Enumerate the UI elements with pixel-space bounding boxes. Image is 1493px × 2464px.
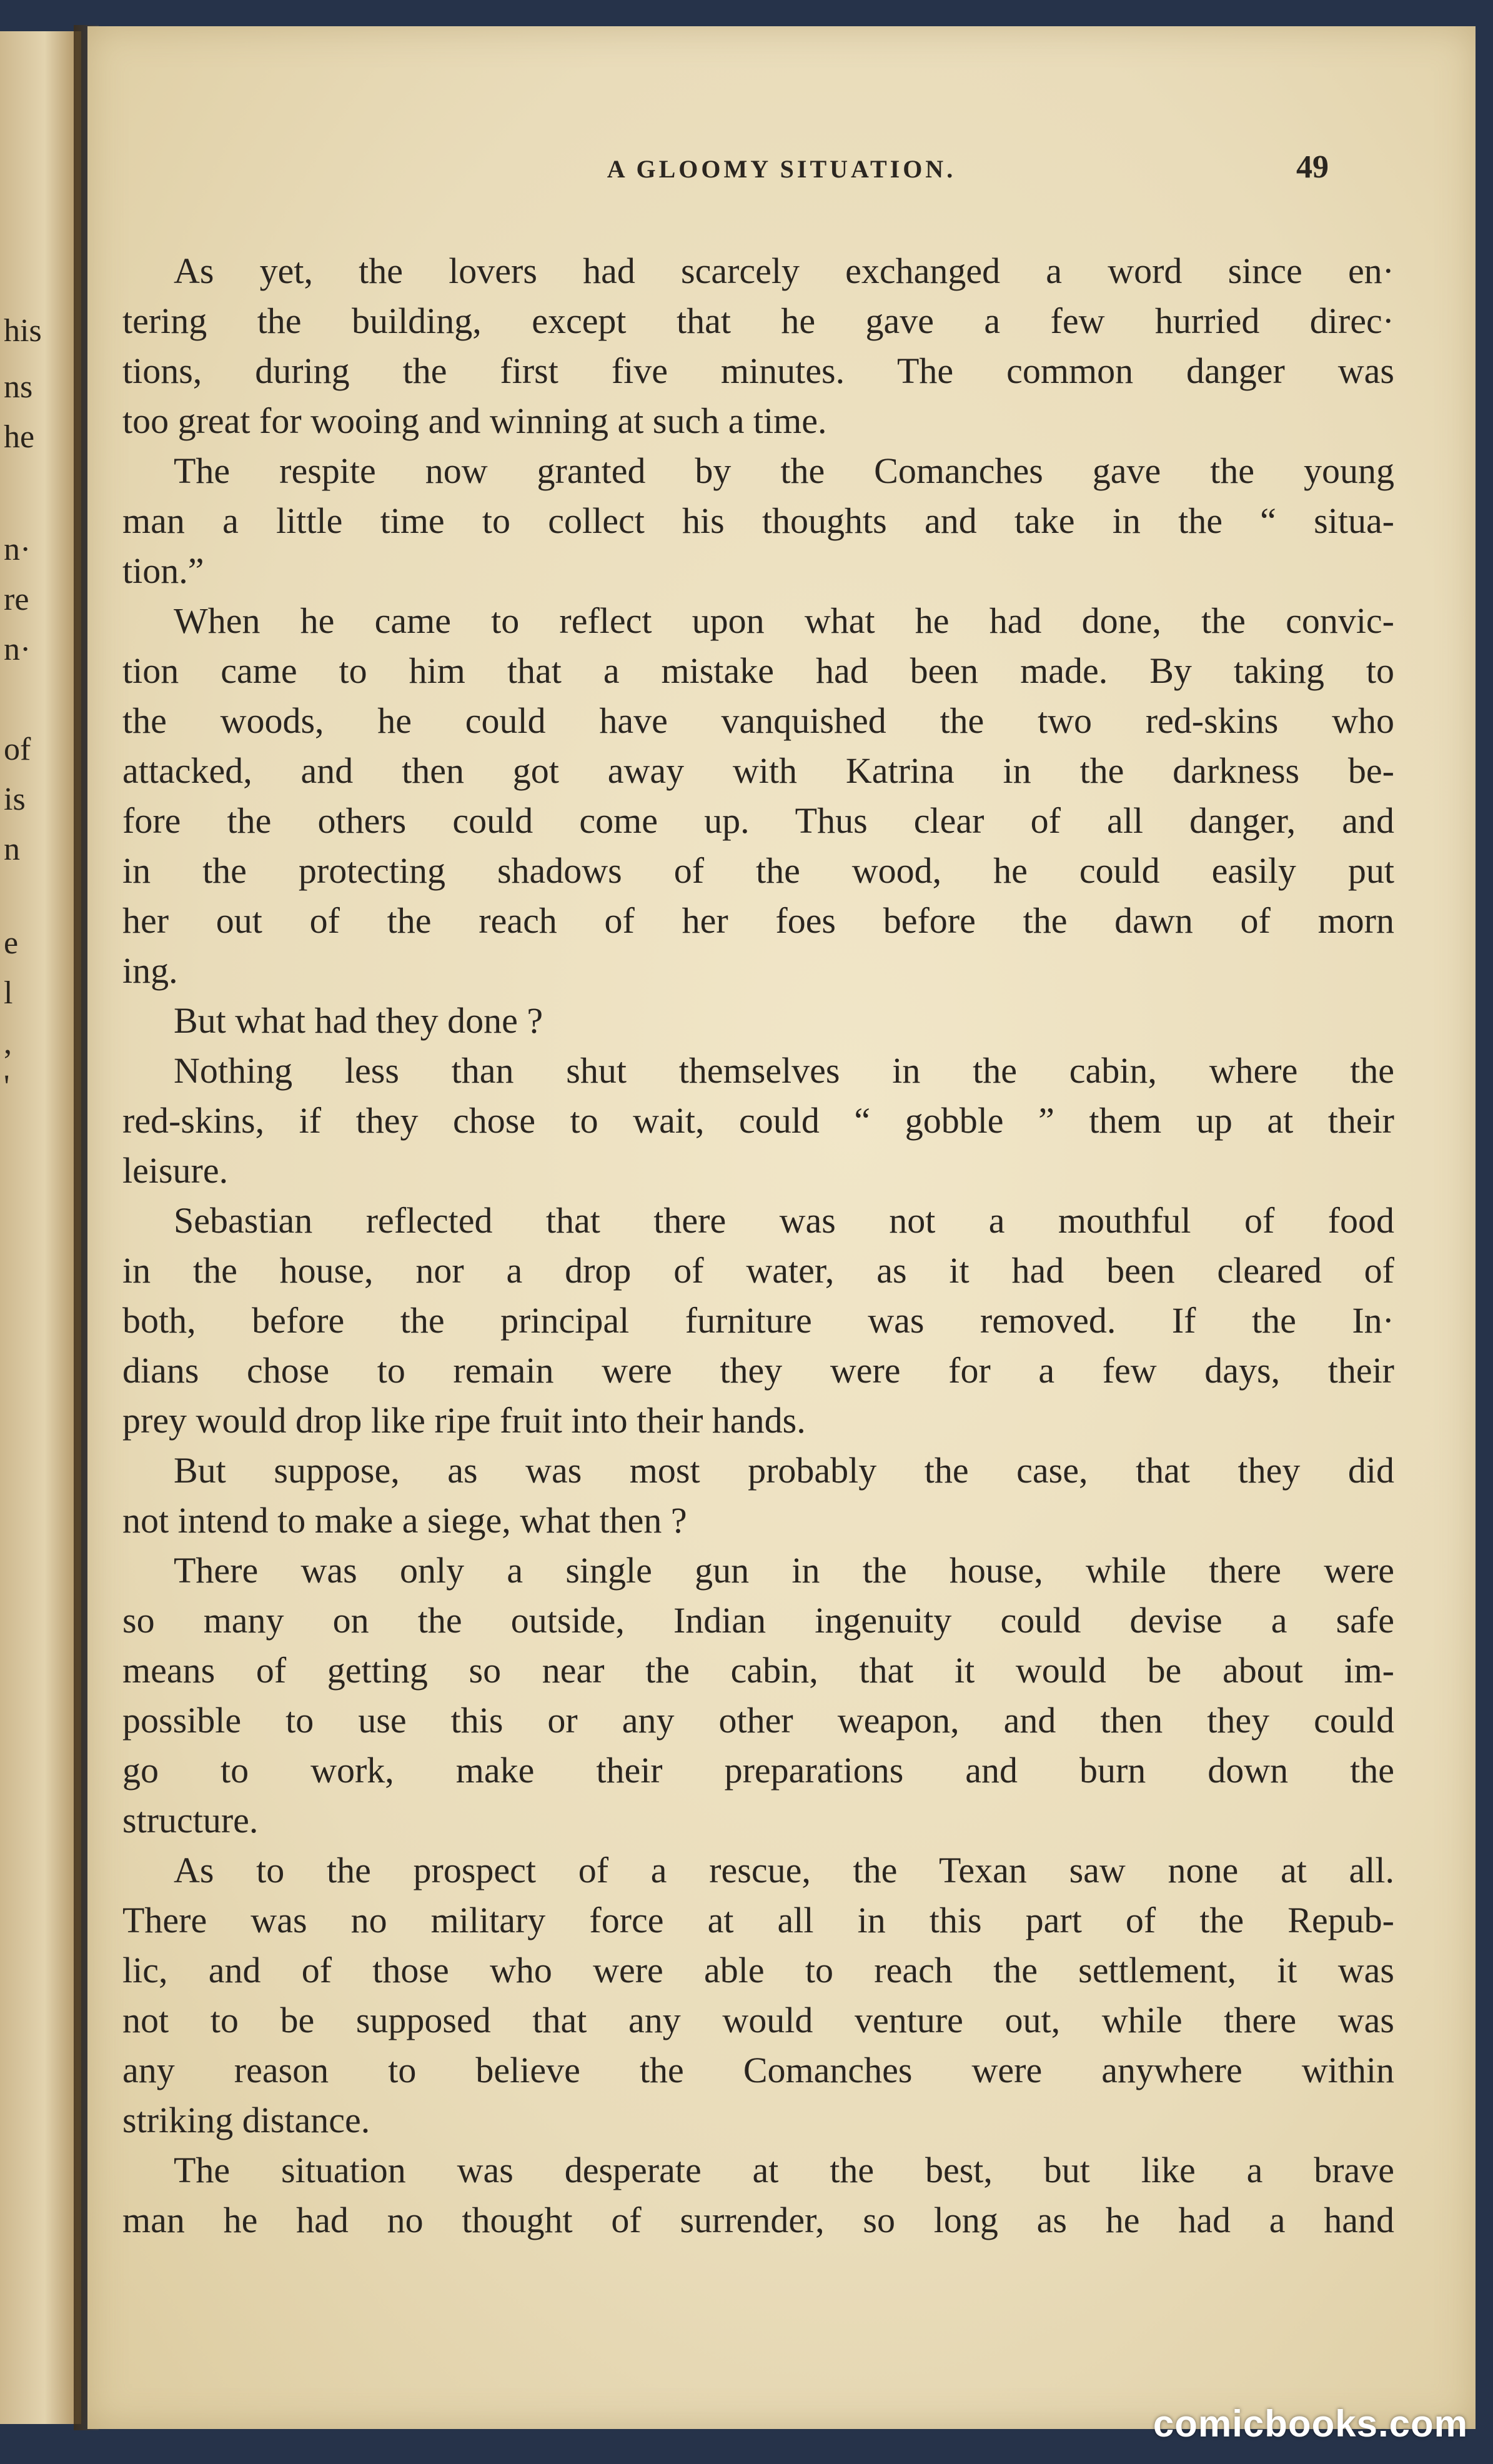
text-line: any reason to believe the Comanches were anywhere within <box>122 2050 1394 2090</box>
book-page <box>87 26 1476 2429</box>
text-line: tering the building, except that he gave a few hurried direc· <box>122 301 1394 341</box>
left-page-fragment: re <box>4 582 29 617</box>
text-line: in the protecting shadows of the wood, he could easily put <box>122 850 1394 891</box>
text-line: Sebastian reflected that there was not a mouthful of food <box>174 1200 1394 1241</box>
text-line: structure. <box>122 1800 259 1841</box>
left-page-fragment: of <box>4 732 31 767</box>
text-line: not to be supposed that any would venture out, while there was <box>122 2000 1394 2040</box>
text-line: the woods, he could have vanquished the two red-skins who <box>122 700 1394 741</box>
left-page-fragment: ' <box>4 1069 10 1105</box>
text-line: There was only a single gun in the house, while there were <box>174 1550 1394 1591</box>
text-line: As yet, the lovers had scarcely exchanged a word since en· <box>174 251 1394 291</box>
text-line: lic, and of those who were able to reach the settlement, it was <box>122 1950 1394 1990</box>
page-number: 49 <box>1296 149 1329 185</box>
left-page-fragment: n <box>4 832 20 867</box>
text-line: possible to use this or any other weapon, and then they could <box>122 1700 1394 1741</box>
text-line: tion.” <box>122 550 204 591</box>
left-page-fragment: ns <box>4 369 33 405</box>
text-line: means of getting so near the cabin, that it would be about im- <box>122 1650 1394 1691</box>
text-line: her out of the reach of her foes before the dawn of morn <box>122 900 1394 941</box>
left-page-fragment: is <box>4 782 26 817</box>
text-line: But what had they done ? <box>174 1000 543 1041</box>
text-line: fore the others could come up. Thus clear of all danger, and <box>122 800 1394 841</box>
text-line: ing. <box>122 950 178 991</box>
text-line: man a little time to collect his thoughts and take in the “ situa- <box>122 500 1394 541</box>
text-line: Nothing less than shut themselves in the cabin, where the <box>174 1050 1394 1091</box>
left-facing-page <box>0 31 81 2424</box>
watermark: comicbooks.com <box>1153 2403 1468 2445</box>
text-line: tion came to him that a mistake had been made. By taking to <box>122 650 1394 691</box>
text-line: tions, during the first five minutes. The common danger was <box>122 350 1394 391</box>
running-head: A GLOOMY SITUATION. <box>607 155 956 183</box>
text-line: The respite now granted by the Comanches gave the young <box>174 450 1394 491</box>
text-line: too great for wooing and winning at such a time. <box>122 400 827 441</box>
text-line: dians chose to remain were they were for a few days, their <box>122 1350 1394 1391</box>
left-page-fragment: l <box>4 975 13 1011</box>
left-page-fragment: his <box>4 313 42 349</box>
text-line: striking distance. <box>122 2100 370 2140</box>
left-page-fragment: he <box>4 419 35 455</box>
body-text <box>122 246 1394 2245</box>
text-line: attacked, and then got away with Katrina in the darkness be- <box>122 750 1394 791</box>
text-line: not intend to make a siege, what then ? <box>122 1500 687 1541</box>
left-page-fragment: n· <box>4 532 31 567</box>
text-line: red-skins, if they chose to wait, could “ gobble ” them up at their <box>122 1100 1394 1141</box>
text-line: But suppose, as was most probably the case, that they did <box>174 1450 1394 1491</box>
text-line: man he had no thought of surrender, so long as he had a hand <box>122 2200 1394 2240</box>
text-line: When he came to reflect upon what he had done, the convic- <box>174 600 1394 641</box>
text-line: in the house, nor a drop of water, as it had been cleared of <box>122 1250 1394 1291</box>
text-line: There was no military force at all in this part of the Repub- <box>122 1900 1394 1940</box>
text-line: leisure. <box>122 1150 229 1191</box>
left-page-fragment: , <box>4 1025 12 1061</box>
left-page-fragment: e <box>4 925 19 961</box>
text-line: prey would drop like ripe fruit into their hands. <box>122 1400 806 1441</box>
text-line: The situation was desperate at the best, but like a brave <box>174 2150 1394 2190</box>
left-page-fragment: n· <box>4 632 31 667</box>
text-line: so many on the outside, Indian ingenuity could devise a safe <box>122 1600 1394 1641</box>
text-line: go to work, make their preparations and burn down the <box>122 1750 1394 1791</box>
text-line: both, before the principal furniture was removed. If the In· <box>122 1300 1394 1341</box>
text-line: As to the prospect of a rescue, the Texan saw none at all. <box>174 1850 1394 1890</box>
